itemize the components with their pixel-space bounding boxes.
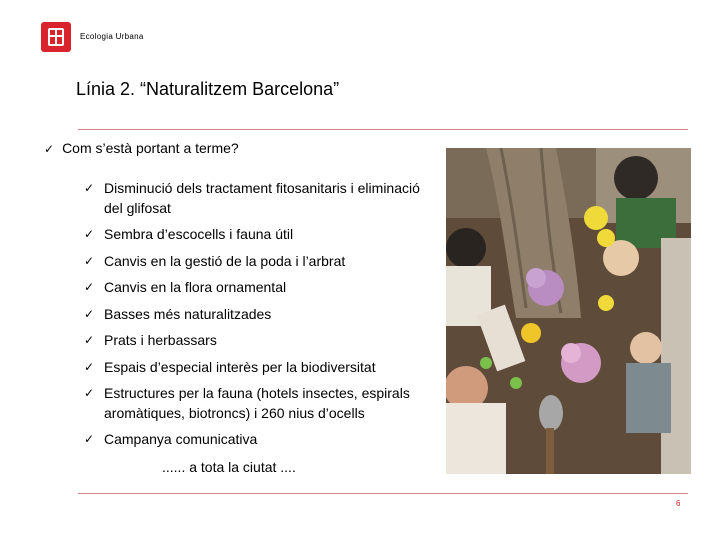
action-list — [84, 179, 430, 457]
check-icon: ✓ — [84, 359, 95, 374]
list-item: ✓ Basses més naturalitzades — [84, 305, 430, 325]
check-icon: ✓ — [84, 280, 95, 294]
check-icon: ✓ — [84, 306, 95, 321]
list-item: ✓ Sembra d’escocells i fauna útil — [84, 225, 430, 245]
slide-title: Línia 2. “Naturalitzem Barcelona” — [76, 79, 340, 99]
planting-photo — [446, 148, 691, 474]
list-item: ✓ Estructures per la fauna (hotels insectes, espirals aromàtiques, biotroncs) i 260 nius d’ocells — [84, 385, 410, 421]
list-item: ✓ Campanya comunicativa — [84, 430, 430, 450]
check-icon: ✓ — [84, 253, 95, 268]
closing-text: ...... a tota la ciutat .... — [162, 459, 296, 475]
question-text: Com s’està portant a terme? — [62, 140, 239, 156]
top-divider — [78, 129, 688, 130]
list-item: ✓ Canvis en la flora ornamental — [84, 278, 430, 298]
check-icon: ✓ — [84, 386, 95, 400]
list-item: ✓ Disminució dels tractament fitosanitaris i eliminació del glifosat — [84, 180, 420, 216]
bottom-divider — [78, 493, 688, 494]
check-icon: ✓ — [84, 181, 95, 195]
check-icon: ✓ — [44, 142, 55, 156]
page-number: 6 — [676, 499, 681, 508]
department-name: Ecologia Urbana — [80, 32, 144, 41]
check-icon: ✓ — [84, 432, 95, 446]
list-item: ✓ Prats i herbassars — [84, 331, 430, 351]
barcelona-shield-icon — [41, 22, 71, 52]
check-icon: ✓ — [84, 227, 95, 241]
check-icon: ✓ — [84, 333, 95, 347]
list-item: ✓ Espais d’especial interès per la biodiversitat — [84, 358, 430, 378]
question-line — [44, 140, 239, 156]
barcelona-logo — [41, 22, 71, 52]
list-item: ✓ Canvis en la gestió de la poda i l’arbrat — [84, 252, 430, 272]
